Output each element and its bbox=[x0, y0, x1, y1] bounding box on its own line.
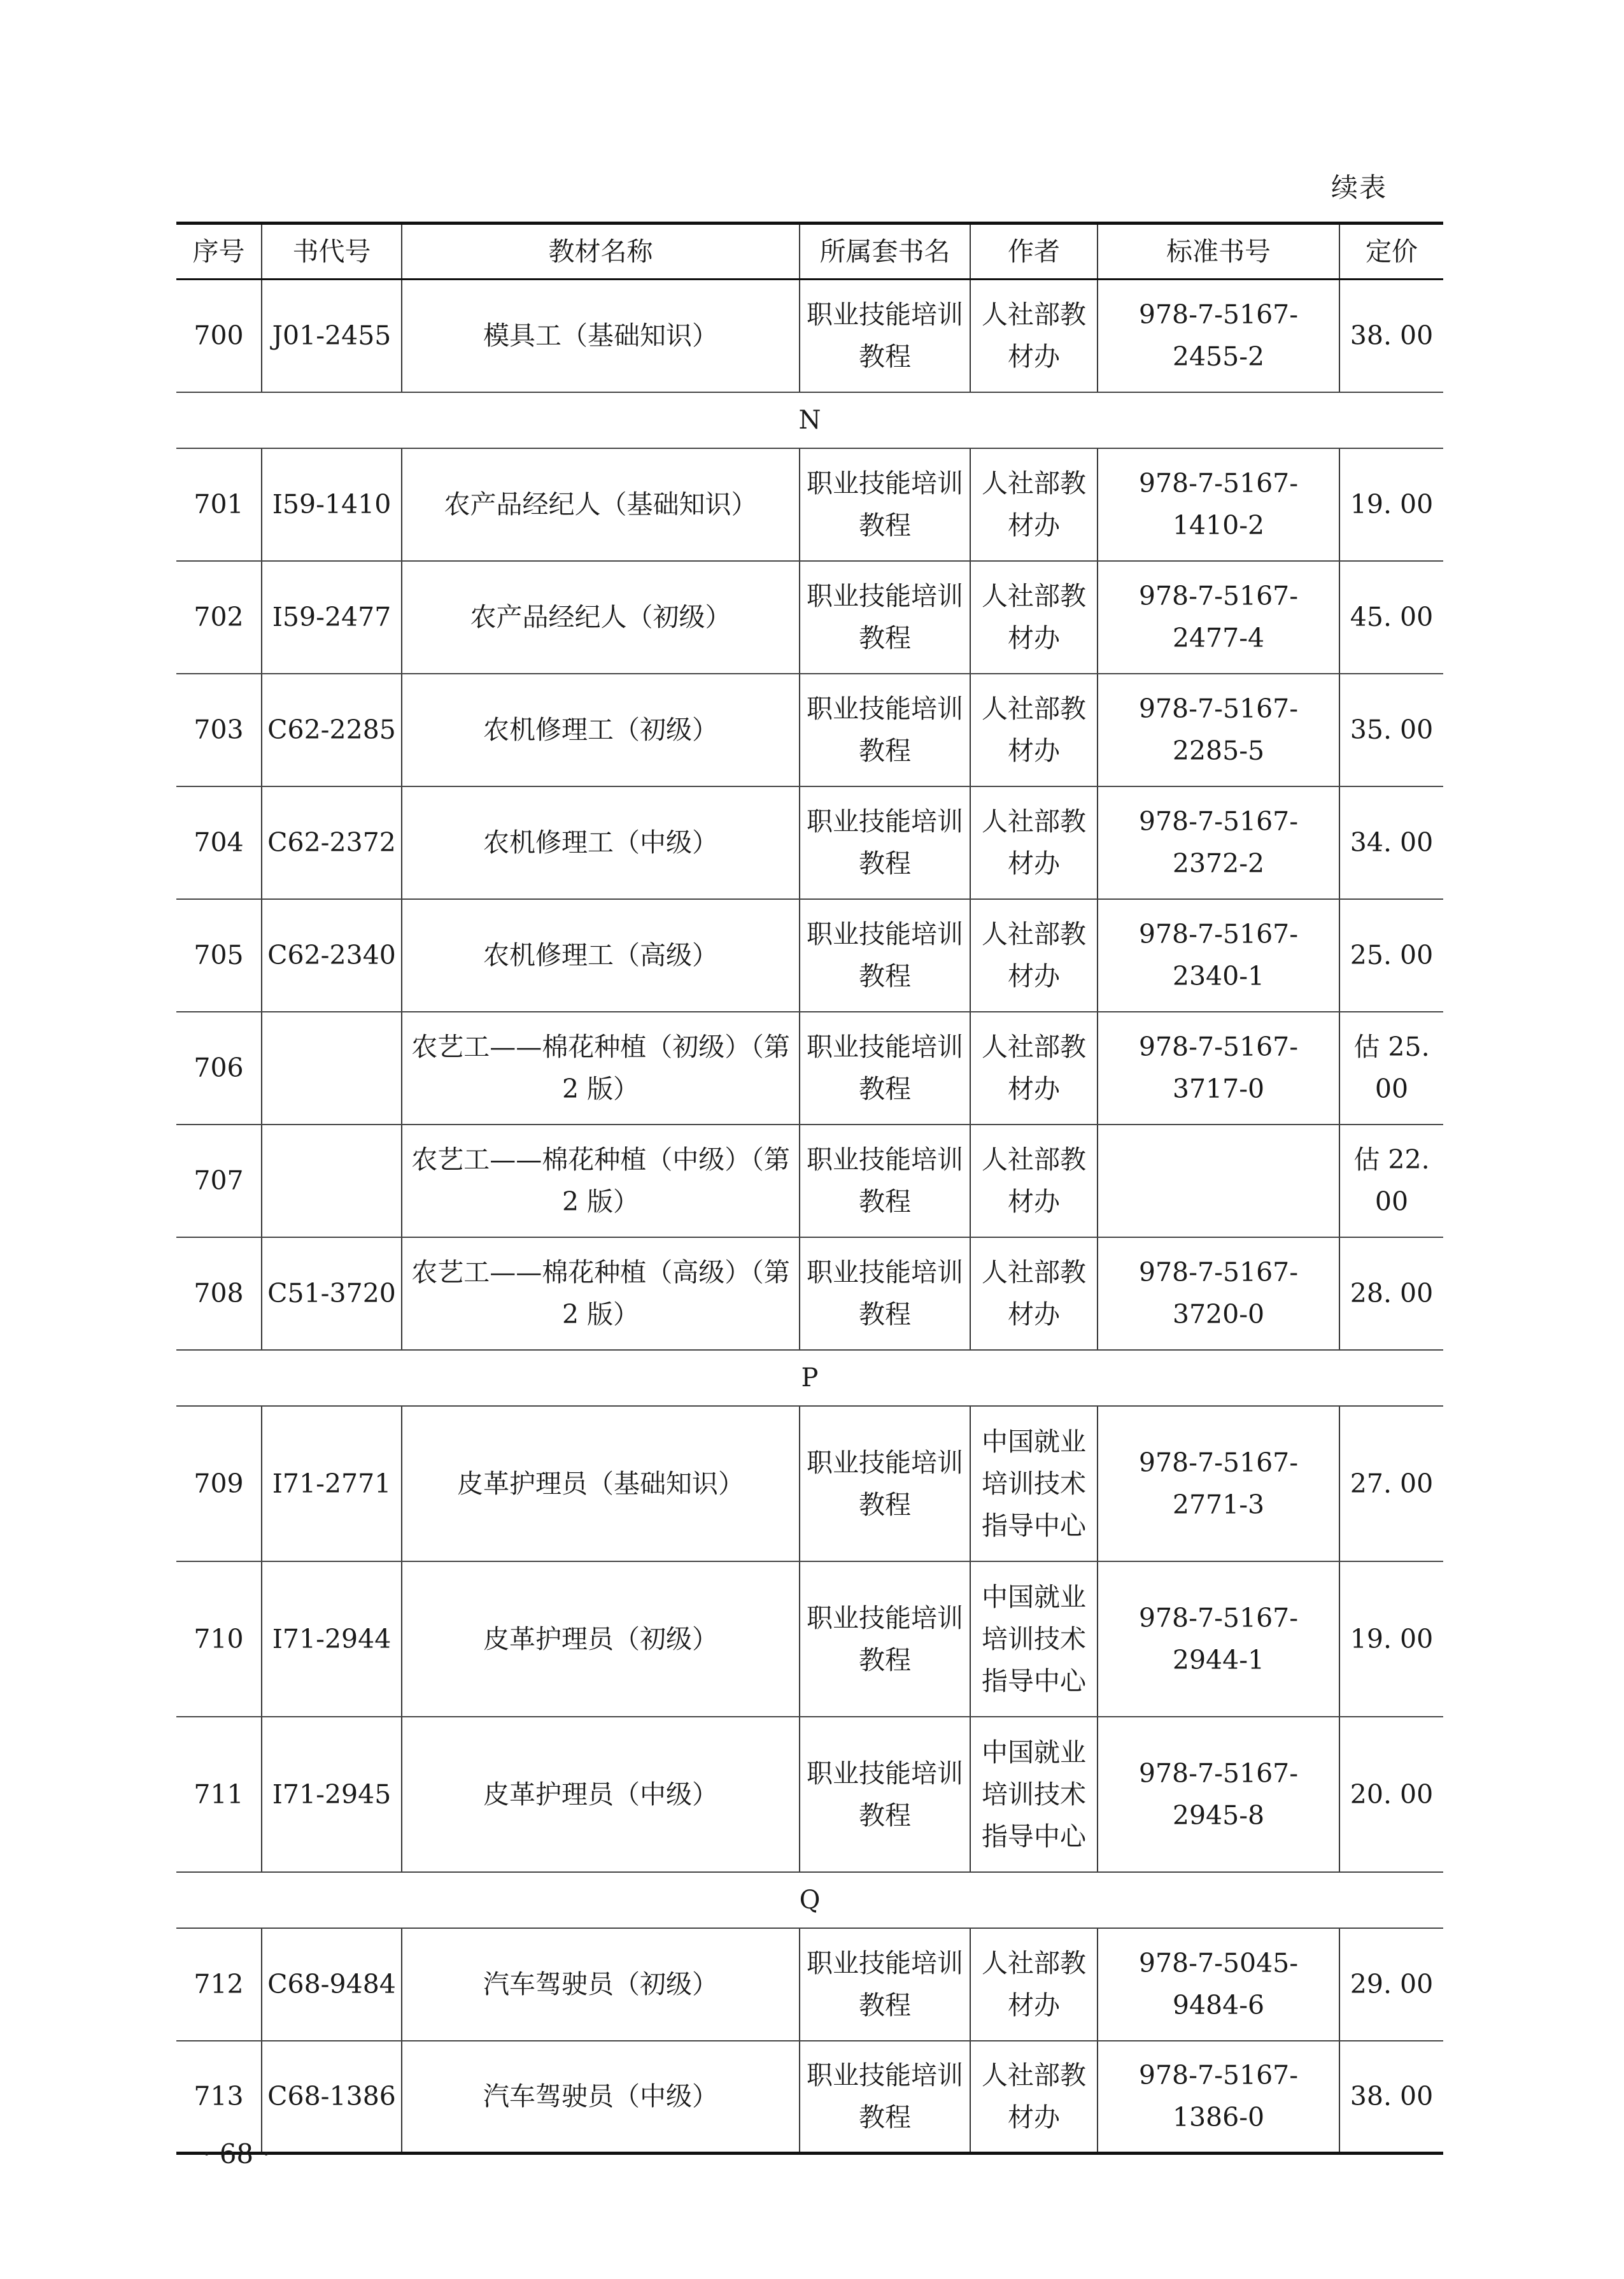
cell-isbn: 978-7-5167-2340-1 bbox=[1098, 899, 1339, 1012]
section-row bbox=[176, 392, 1443, 448]
table-row bbox=[176, 1717, 1443, 1872]
cell-book-code: C51-3720 bbox=[262, 1237, 402, 1350]
page-number: · 68 · bbox=[202, 2138, 271, 2169]
cell-isbn: 978-7-5167-2944-1 bbox=[1098, 1561, 1339, 1717]
cell-title: 皮革护理员（中级） bbox=[402, 1717, 800, 1872]
cell-author: 人社部教材办 bbox=[970, 448, 1098, 561]
cell-title: 农机修理工（中级） bbox=[402, 786, 800, 899]
cell-book-code: I59-1410 bbox=[262, 448, 402, 561]
cell-author: 人社部教材办 bbox=[970, 561, 1098, 674]
cell-number: 707 bbox=[176, 1125, 262, 1237]
section-letter: N bbox=[176, 392, 1443, 448]
cell-series: 职业技能培训教程 bbox=[800, 1012, 970, 1125]
cell-author: 人社部教材办 bbox=[970, 899, 1098, 1012]
cell-author: 人社部教材办 bbox=[970, 1237, 1098, 1350]
cell-title: 汽车驾驶员（中级） bbox=[402, 2041, 800, 2154]
cell-price: 20. 00 bbox=[1339, 1717, 1443, 1872]
cell-series: 职业技能培训教程 bbox=[800, 1561, 970, 1717]
cell-author: 人社部教材办 bbox=[970, 786, 1098, 899]
cell-book-code: C62-2340 bbox=[262, 899, 402, 1012]
cell-isbn: 978-7-5167-2285-5 bbox=[1098, 674, 1339, 786]
cell-series: 职业技能培训教程 bbox=[800, 899, 970, 1012]
cell-book-code: C68-1386 bbox=[262, 2041, 402, 2154]
cell-number: 713 bbox=[176, 2041, 262, 2154]
section-letter: Q bbox=[176, 1872, 1443, 1928]
header-cell: 教材名称 bbox=[402, 224, 800, 280]
cell-price: 19. 00 bbox=[1339, 448, 1443, 561]
cell-series: 职业技能培训教程 bbox=[800, 561, 970, 674]
cell-series: 职业技能培训教程 bbox=[800, 1406, 970, 1561]
cell-price: 29. 00 bbox=[1339, 1928, 1443, 2041]
cell-number: 704 bbox=[176, 786, 262, 899]
table-row bbox=[176, 561, 1443, 674]
cell-isbn: 978-7-5167-3717-0 bbox=[1098, 1012, 1339, 1125]
cell-series: 职业技能培训教程 bbox=[800, 1237, 970, 1350]
cell-number: 712 bbox=[176, 1928, 262, 2041]
cell-title: 农机修理工（初级） bbox=[402, 674, 800, 786]
cell-book-code: C68-9484 bbox=[262, 1928, 402, 2041]
cell-number: 703 bbox=[176, 674, 262, 786]
cell-author: 人社部教材办 bbox=[970, 280, 1098, 392]
cell-isbn: 978-7-5045-9484-6 bbox=[1098, 1928, 1339, 2041]
cell-number: 708 bbox=[176, 1237, 262, 1350]
cell-title: 农产品经纪人（基础知识） bbox=[402, 448, 800, 561]
table-row bbox=[176, 1012, 1443, 1125]
cell-book-code: I71-2945 bbox=[262, 1717, 402, 1872]
cell-book-code: I71-2771 bbox=[262, 1406, 402, 1561]
cell-series: 职业技能培训教程 bbox=[800, 280, 970, 392]
cell-number: 700 bbox=[176, 280, 262, 392]
cell-series: 职业技能培训教程 bbox=[800, 1125, 970, 1237]
cell-isbn: 978-7-5167-1410-2 bbox=[1098, 448, 1339, 561]
header-row bbox=[176, 224, 1443, 280]
cell-title: 模具工（基础知识） bbox=[402, 280, 800, 392]
table-row bbox=[176, 2041, 1443, 2154]
header-cell: 书代号 bbox=[262, 224, 402, 280]
table-row bbox=[176, 448, 1443, 561]
cell-book-code bbox=[262, 1125, 402, 1237]
cell-title: 皮革护理员（初级） bbox=[402, 1561, 800, 1717]
cell-book-code bbox=[262, 1012, 402, 1125]
continued-label: 续表 bbox=[1331, 172, 1387, 203]
cell-series: 职业技能培训教程 bbox=[800, 786, 970, 899]
table-row bbox=[176, 280, 1443, 392]
cell-book-code: C62-2372 bbox=[262, 786, 402, 899]
table-row bbox=[176, 1125, 1443, 1237]
cell-price: 估 25. 00 bbox=[1339, 1012, 1443, 1125]
section-row bbox=[176, 1872, 1443, 1928]
cell-isbn: 978-7-5167-3720-0 bbox=[1098, 1237, 1339, 1350]
cell-isbn: 978-7-5167-2771-3 bbox=[1098, 1406, 1339, 1561]
cell-series: 职业技能培训教程 bbox=[800, 1717, 970, 1872]
cell-number: 710 bbox=[176, 1561, 262, 1717]
cell-title: 皮革护理员（基础知识） bbox=[402, 1406, 800, 1561]
cell-series: 职业技能培训教程 bbox=[800, 674, 970, 786]
cell-price: 38. 00 bbox=[1339, 280, 1443, 392]
cell-isbn: 978-7-5167-2372-2 bbox=[1098, 786, 1339, 899]
header-cell: 序号 bbox=[176, 224, 262, 280]
cell-isbn: 978-7-5167-2455-2 bbox=[1098, 280, 1339, 392]
cell-title: 汽车驾驶员（初级） bbox=[402, 1928, 800, 2041]
cell-price: 27. 00 bbox=[1339, 1406, 1443, 1561]
cell-price: 38. 00 bbox=[1339, 2041, 1443, 2154]
cell-author: 中国就业培训技术指导中心 bbox=[970, 1406, 1098, 1561]
cell-price: 34. 00 bbox=[1339, 786, 1443, 899]
cell-number: 701 bbox=[176, 448, 262, 561]
cell-number: 706 bbox=[176, 1012, 262, 1125]
table-row bbox=[176, 786, 1443, 899]
cell-price: 19. 00 bbox=[1339, 1561, 1443, 1717]
header-cell: 标准书号 bbox=[1098, 224, 1339, 280]
cell-book-code: I59-2477 bbox=[262, 561, 402, 674]
cell-author: 人社部教材办 bbox=[970, 2041, 1098, 2154]
cell-author: 中国就业培训技术指导中心 bbox=[970, 1561, 1098, 1717]
cell-author: 人社部教材办 bbox=[970, 1125, 1098, 1237]
cell-author: 人社部教材办 bbox=[970, 1012, 1098, 1125]
table-row bbox=[176, 674, 1443, 786]
cell-author: 人社部教材办 bbox=[970, 674, 1098, 786]
cell-number: 709 bbox=[176, 1406, 262, 1561]
cell-title: 农艺工——棉花种植（高级）（第 2 版） bbox=[402, 1237, 800, 1350]
section-row bbox=[176, 1350, 1443, 1406]
cell-isbn: 978-7-5167-1386-0 bbox=[1098, 2041, 1339, 2154]
cell-series: 职业技能培训教程 bbox=[800, 448, 970, 561]
cell-author: 中国就业培训技术指导中心 bbox=[970, 1717, 1098, 1872]
header-cell: 定价 bbox=[1339, 224, 1443, 280]
cell-title: 农艺工——棉花种植（中级）（第 2 版） bbox=[402, 1125, 800, 1237]
table-row bbox=[176, 899, 1443, 1012]
cell-title: 农机修理工（高级） bbox=[402, 899, 800, 1012]
table-row bbox=[176, 1928, 1443, 2041]
table-row bbox=[176, 1237, 1443, 1350]
table-row bbox=[176, 1561, 1443, 1717]
cell-number: 705 bbox=[176, 899, 262, 1012]
cell-title: 农艺工——棉花种植（初级）（第 2 版） bbox=[402, 1012, 800, 1125]
cell-isbn bbox=[1098, 1125, 1339, 1237]
cell-author: 人社部教材办 bbox=[970, 1928, 1098, 2041]
cell-book-code: I71-2944 bbox=[262, 1561, 402, 1717]
cell-number: 702 bbox=[176, 561, 262, 674]
table-body bbox=[176, 280, 1443, 2154]
cell-isbn: 978-7-5167-2477-4 bbox=[1098, 561, 1339, 674]
cell-series: 职业技能培训教程 bbox=[800, 1928, 970, 2041]
cell-isbn: 978-7-5167-2945-8 bbox=[1098, 1717, 1339, 1872]
cell-price: 45. 00 bbox=[1339, 561, 1443, 674]
cell-price: 估 22. 00 bbox=[1339, 1125, 1443, 1237]
cell-price: 28. 00 bbox=[1339, 1237, 1443, 1350]
header-cell: 作者 bbox=[970, 224, 1098, 280]
cell-book-code: C62-2285 bbox=[262, 674, 402, 786]
header-cell: 所属套书名 bbox=[800, 224, 970, 280]
section-letter: P bbox=[176, 1350, 1443, 1406]
cell-book-code: J01-2455 bbox=[262, 280, 402, 392]
catalog-table bbox=[176, 222, 1443, 2155]
cell-price: 25. 00 bbox=[1339, 899, 1443, 1012]
cell-number: 711 bbox=[176, 1717, 262, 1872]
cell-price: 35. 00 bbox=[1339, 674, 1443, 786]
cell-series: 职业技能培训教程 bbox=[800, 2041, 970, 2154]
table-row bbox=[176, 1406, 1443, 1561]
cell-title: 农产品经纪人（初级） bbox=[402, 561, 800, 674]
